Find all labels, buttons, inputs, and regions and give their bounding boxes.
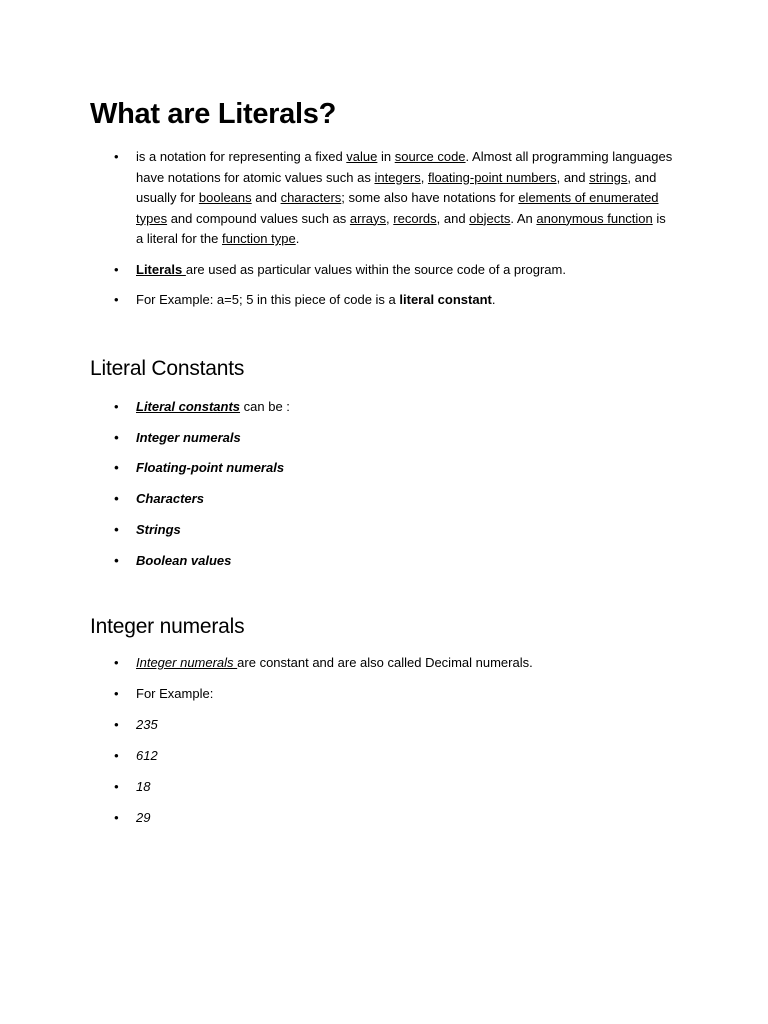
list-item-number: • 29 (136, 808, 676, 829)
link-anonymous-function[interactable]: anonymous function (536, 210, 653, 226)
list-item-literals-usage (136, 260, 676, 281)
section-heading-literal-constants: Literal Constants (90, 357, 245, 380)
section-heading-integer-numerals: Integer numerals (90, 615, 245, 638)
link-records[interactable]: records (393, 210, 437, 226)
link-floating-point-numbers[interactable]: floating-point numbers (427, 169, 557, 185)
list-item-definition (136, 147, 676, 250)
literals-usage-text: are used as particular values within the source code of a program. (185, 262, 566, 277)
definition-text: , (420, 169, 428, 185)
definition-text: . An (510, 210, 537, 226)
link-source-code[interactable]: source code (394, 149, 466, 164)
link-booleans[interactable]: booleans (198, 190, 252, 205)
definition-text: , and usually for (136, 169, 657, 205)
literal-constants-intro-text: can be : (240, 399, 290, 414)
definition-text: ; some also have notations for (341, 190, 519, 205)
literal-constants-term: Literal constants (136, 399, 241, 414)
definition-text: in (377, 149, 395, 164)
link-value[interactable]: value (346, 149, 378, 164)
list-item-integer-numerals-intro (136, 653, 676, 674)
list-item-constant-type: • Boolean values (136, 551, 676, 572)
list-item-literal-constants-intro (136, 397, 676, 418)
definition-text: . (295, 231, 300, 246)
link-enumerated-types[interactable]: elements of enumerated types (136, 190, 659, 226)
integer-numerals-intro-text: are constant and are also called Decimal numerals. (237, 655, 533, 670)
list-item-constant-type: • Integer numerals (136, 428, 676, 449)
integer-numerals-term: Integer numerals (136, 655, 238, 670)
link-function-type[interactable]: function type (222, 231, 296, 246)
list-item-constant-type: • Characters (136, 489, 676, 510)
literal-constant-term: literal constant (399, 292, 492, 307)
list-item-number: • 18 (136, 777, 676, 798)
definition-text: , (386, 210, 394, 226)
definition-text: is a notation for representing a fixed (136, 149, 347, 164)
link-arrays[interactable]: arrays (349, 210, 387, 226)
list-item-number: • 235 (136, 715, 676, 736)
list-item-constant-type: • Strings (136, 520, 676, 541)
link-integers[interactable]: integers (374, 169, 421, 185)
link-strings[interactable]: strings (589, 169, 628, 185)
list-item-constant-type: • Floating-point numerals (136, 458, 676, 479)
list-item-for-example: • For Example: (136, 684, 676, 705)
definition-text: . Almost all programming languages have notations for atomic values such as (136, 149, 673, 185)
definition-text: , and (436, 210, 470, 226)
definition-text: and compound values such as (167, 210, 350, 226)
example-text: For Example: a=5; 5 in this piece of code is a (136, 292, 400, 307)
definition-text: , and (556, 169, 590, 185)
link-objects[interactable]: objects (469, 210, 511, 226)
page-title: What are Literals? (90, 98, 336, 130)
list-item-number: • 612 (136, 746, 676, 767)
example-end: . (491, 292, 496, 307)
literals-term: Literals (136, 262, 186, 277)
list-item-example (136, 290, 676, 311)
link-characters[interactable]: characters (280, 190, 342, 205)
definition-text: is a literal for the (136, 210, 666, 246)
definition-text: and (251, 190, 281, 205)
